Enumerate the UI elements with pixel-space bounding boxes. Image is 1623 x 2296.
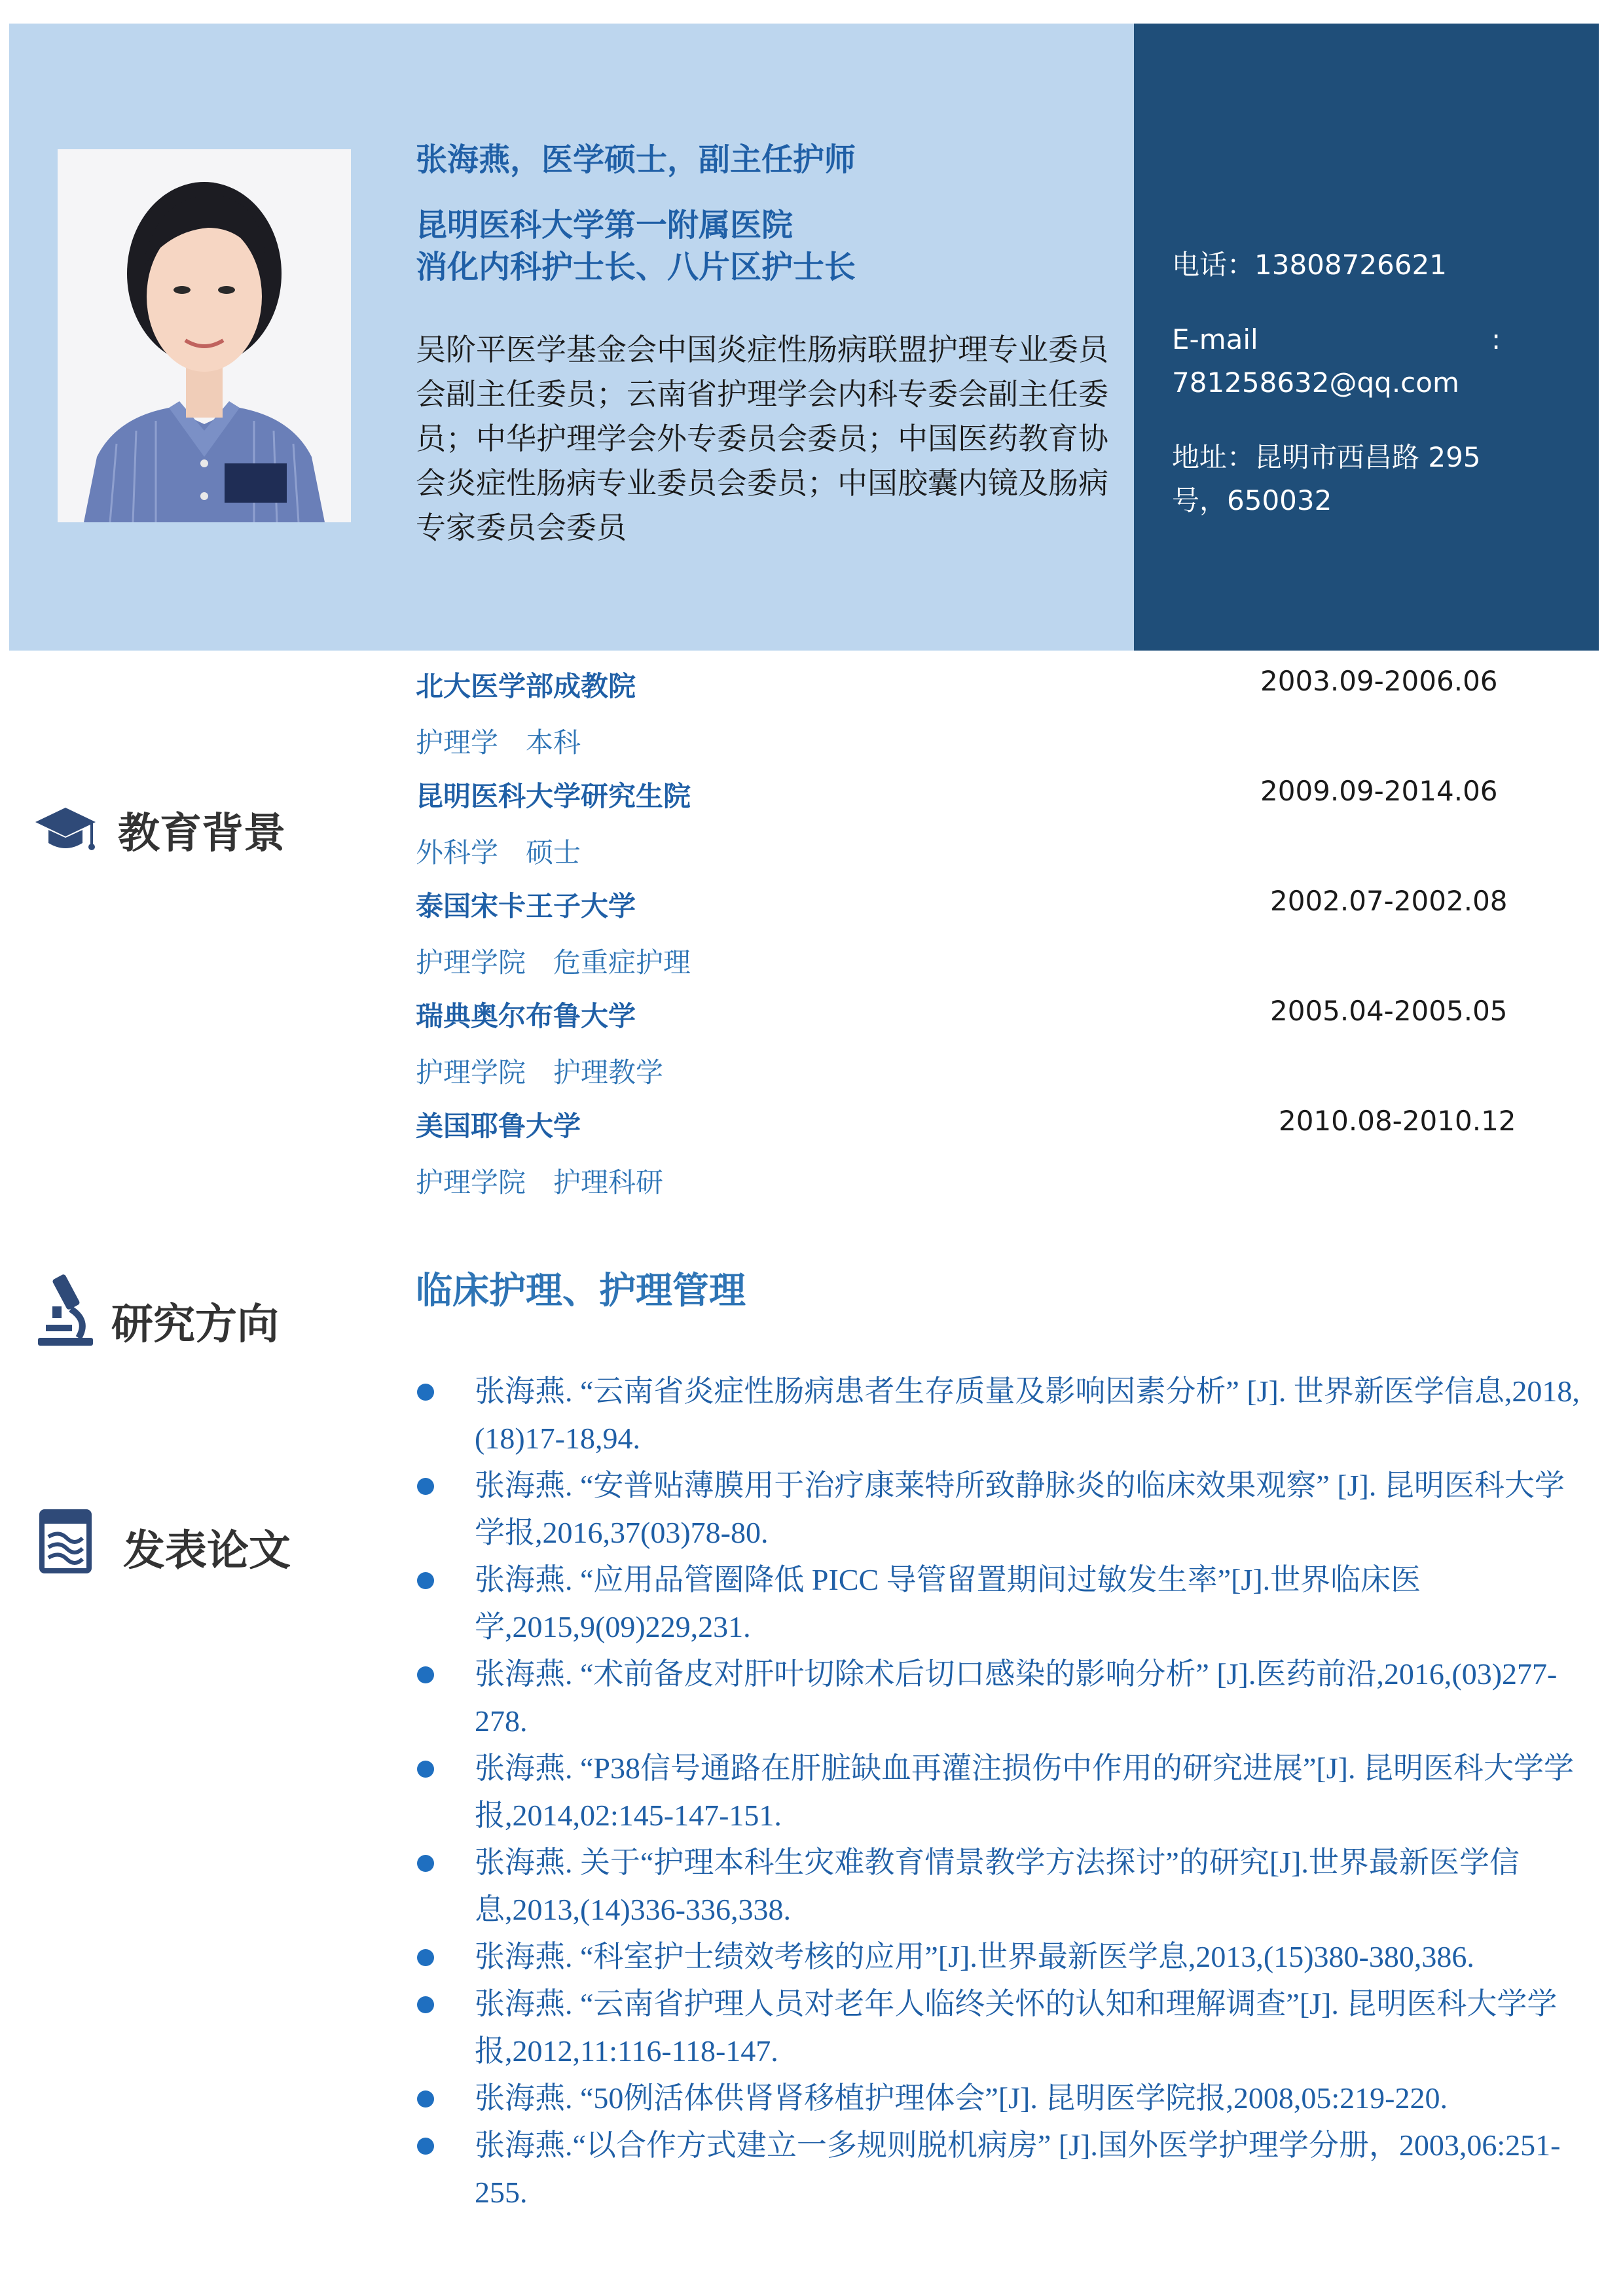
edu-date: 2009.09-2014.06 bbox=[1260, 775, 1498, 807]
bullet-icon bbox=[417, 1478, 434, 1495]
publication-text: 张海燕. “术前备皮对肝叶切除术后切口感染的影响分析” [J].医药前沿,2016,(03)277-278. bbox=[475, 1657, 1558, 1738]
microscope-icon bbox=[33, 1270, 98, 1348]
publication-item bbox=[416, 1556, 1588, 1651]
email-colon: : bbox=[1491, 323, 1501, 355]
edu-date: 2003.09-2006.06 bbox=[1260, 665, 1498, 697]
bullet-icon bbox=[417, 2138, 434, 2155]
hospital: 昆明医科大学第一附属医院 bbox=[416, 207, 793, 243]
edu-date: 2002.07-2002.08 bbox=[1270, 885, 1508, 917]
edu-major: 护理学院 护理教学 bbox=[416, 1056, 664, 1088]
publication-item bbox=[416, 2122, 1588, 2216]
edu-school: 北大医学部成教院 bbox=[416, 670, 636, 702]
edu-date: 2005.04-2005.05 bbox=[1270, 995, 1508, 1027]
publications-heading: 发表论文 bbox=[123, 1527, 291, 1575]
edu-date: 2010.08-2010.12 bbox=[1279, 1105, 1516, 1137]
publication-item bbox=[416, 1981, 1588, 2075]
publication-item bbox=[416, 2075, 1588, 2122]
publication-item bbox=[416, 1651, 1588, 1745]
education-heading: 教育背景 bbox=[118, 810, 285, 858]
address: 地址：昆明市西昌路 295 号，650032 bbox=[1172, 441, 1481, 516]
bullet-icon bbox=[417, 1572, 434, 1589]
research-heading: 研究方向 bbox=[111, 1300, 279, 1349]
publication-text: 张海燕. “应用品管圈降低 PICC 导管留置期间过敏发生率”[J].世界临床医学,2015,9(09)229,231. bbox=[475, 1563, 1421, 1643]
research-topics: 临床护理、护理管理 bbox=[416, 1270, 746, 1312]
publication-text: 张海燕. “50例活体供肾肾移植护理体会”[J]. 昆明医学院报,2008,05:219-220. bbox=[475, 2081, 1448, 2115]
phone: 电话：13808726621 bbox=[1172, 249, 1447, 281]
edu-school: 美国耶鲁大学 bbox=[416, 1110, 581, 1142]
edu-major: 护理学院 危重症护理 bbox=[416, 946, 691, 978]
bullet-icon bbox=[417, 1384, 434, 1401]
publication-item bbox=[416, 1462, 1588, 1556]
email-label: E-mail bbox=[1172, 323, 1258, 355]
bullet-icon bbox=[417, 1949, 434, 1966]
publication-item bbox=[416, 1933, 1588, 1981]
publication-text: 张海燕. “科室护士绩效考核的应用”[J].世界最新医学息,2013,(15)380-380,386. bbox=[475, 1940, 1474, 1973]
edu-school: 泰国宋卡王子大学 bbox=[416, 890, 636, 922]
affiliations: 吴阶平医学基金会中国炎症性肠病联盟护理专业委员会副主任委员；云南省护理学会内科专委会副主任委员；中华护理学会外专委员会委员；中国医药教育协会炎症性肠病专业委员会委员；中国胶囊内镜及肠病专家委员会委员 bbox=[416, 332, 1108, 545]
bullet-icon bbox=[417, 1666, 434, 1683]
edu-major: 外科学 硕士 bbox=[416, 836, 581, 869]
publication-text: 张海燕. “安普贴薄膜用于治疗康莱特所致静脉炎的临床效果观察” [J]. 昆明医科大学学报,2016,37(03)78-80. bbox=[475, 1469, 1565, 1549]
edu-major: 护理学 本科 bbox=[416, 726, 581, 759]
bullet-icon bbox=[417, 1855, 434, 1872]
position: 消化内科护士长、八片区护士长 bbox=[416, 249, 856, 285]
email: 781258632@qq.com bbox=[1172, 367, 1459, 399]
profile-photo bbox=[58, 149, 351, 522]
bullet-icon bbox=[417, 1996, 434, 2013]
publication-text: 张海燕. 关于“护理本科生灾难教育情景教学方法探讨”的研究[J].世界最新医学信息,2013,(14)336-336,338. bbox=[475, 1846, 1520, 1926]
publication-text: 张海燕.“以合作方式建立一多规则脱机病房” [J].国外医学护理学分册，2003,06:251-255. bbox=[475, 2128, 1561, 2209]
publication-list bbox=[416, 1368, 1588, 2216]
graduation-cap-icon bbox=[33, 800, 98, 859]
publication-text: 张海燕. “云南省护理人员对老年人临终关怀的认知和理解调查”[J]. 昆明医科大学学报,2012,11:116-118-147. bbox=[475, 1987, 1558, 2068]
publication-item bbox=[416, 1745, 1588, 1839]
publication-item bbox=[416, 1839, 1588, 1933]
edu-school: 昆明医科大学研究生院 bbox=[416, 780, 691, 812]
edu-major: 护理学院 护理科研 bbox=[416, 1166, 664, 1198]
publication-item bbox=[416, 1368, 1588, 1462]
document-icon bbox=[33, 1505, 98, 1577]
publication-text: 张海燕. “P38信号通路在肝脏缺血再灌注损伤中作用的研究进展”[J]. 昆明医科大学学报,2014,02:145-147-151. bbox=[475, 1751, 1574, 1832]
bullet-icon bbox=[417, 1761, 434, 1778]
edu-school: 瑞典奥尔布鲁大学 bbox=[416, 1000, 636, 1032]
bullet-icon bbox=[417, 2090, 434, 2108]
name-title: 张海燕，医学硕士，副主任护师 bbox=[416, 141, 856, 178]
publication-text: 张海燕. “云南省炎症性肠病患者生存质量及影响因素分析” [J]. 世界新医学信息,2018,(18)17-18,94. bbox=[475, 1374, 1580, 1455]
